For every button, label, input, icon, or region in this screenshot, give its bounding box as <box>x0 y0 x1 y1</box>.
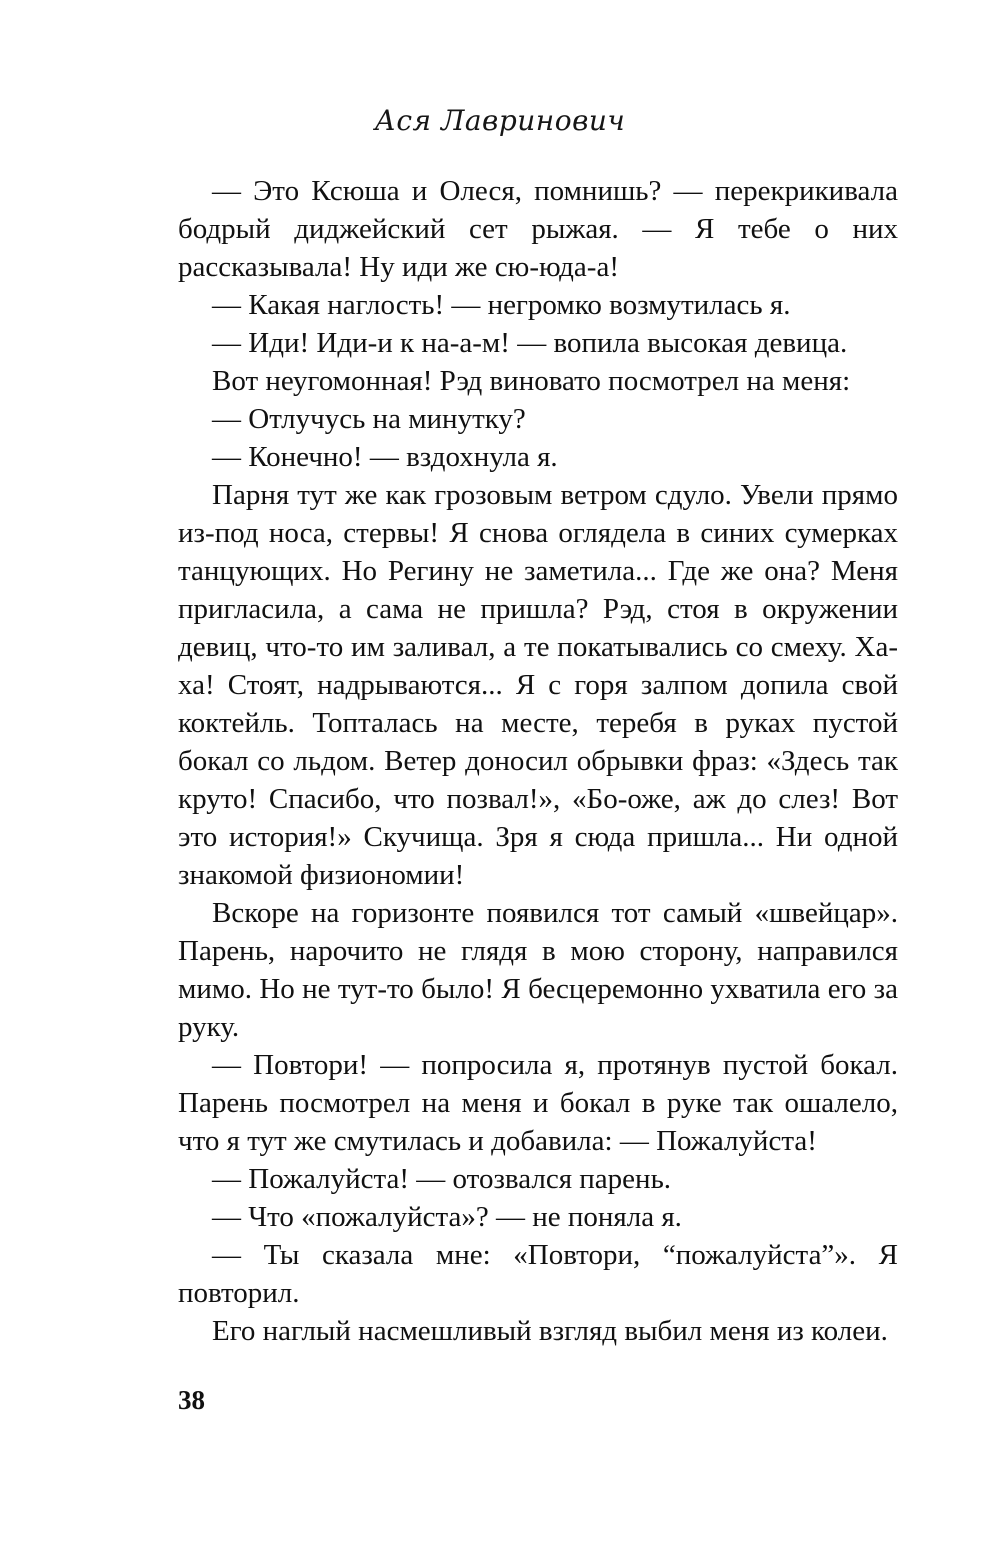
paragraph: Вскоре на горизонте появился тот самый «швейцар». Парень, нарочито не глядя в мою сторону, направился мимо. Но не тут-то было! Я бесцеремонно ухватила его за руку. <box>178 897 898 1043</box>
paragraph: — Иди! Иди-и к на-а-м! — вопила высокая девица. <box>212 327 848 359</box>
body-text <box>178 172 898 1350</box>
paragraph: — Повтори! — попросила я, протянув пустой бокал. Парень посмотрел на меня и бокал в руке так ошалело, что я тут же смутилась и добавила: — Пожалуйста! <box>178 1049 898 1157</box>
paragraph: — Это Ксюша и Олеся, помнишь? — перекрикивала бодрый диджейский сет рыжая. — Я тебе о них рассказывала! Ну иди же сю-юда-а! <box>178 175 898 283</box>
paragraph: — Конечно! — вздохнула я. <box>212 441 558 473</box>
paragraph: — Отлучусь на минутку? <box>212 403 526 435</box>
paragraph: — Пожалуйста! — отозвался парень. <box>212 1163 672 1195</box>
page-number: 38 <box>178 1385 205 1415</box>
paragraph: Парня тут же как грозовым ветром сдуло. Увели прямо из-под носа, стервы! Я снова оглядела в синих сумерках танцующих. Но Регину не заметила... Где же она? Меня пригласила, а сама не пришла? Рэд, стоя в окружении девиц, что-то им заливал, а те покатывались со смеху. Ха-ха! Стоят, надрываются... Я с горя залпом допила свой коктейль. Топталась на месте, теребя в руках пустой бокал со льдом. Ветер доносил обрывки фраз: «Здесь так круто! Спасибо, что позвал!», «Бо-оже, аж до слез! Вот это история!» Скучища. Зря я сюда пришла... Ни одной знакомой физиономии! <box>178 479 898 891</box>
paragraph: — Какая наглость! — негромко возмутилась я. <box>212 289 791 321</box>
paragraph: — Что «пожалуйста»? — не поняла я. <box>212 1201 682 1233</box>
paragraph: Его наглый насмешливый взгляд выбил меня из колеи. <box>212 1315 888 1347</box>
paragraph: — Ты сказала мне: «Повтори, “пожалуйста”». Я повторил. <box>178 1239 898 1309</box>
running-title: Ася Лавринович <box>374 104 626 137</box>
paragraph: Вот неугомонная! Рэд виновато посмотрел на меня: <box>212 365 851 397</box>
